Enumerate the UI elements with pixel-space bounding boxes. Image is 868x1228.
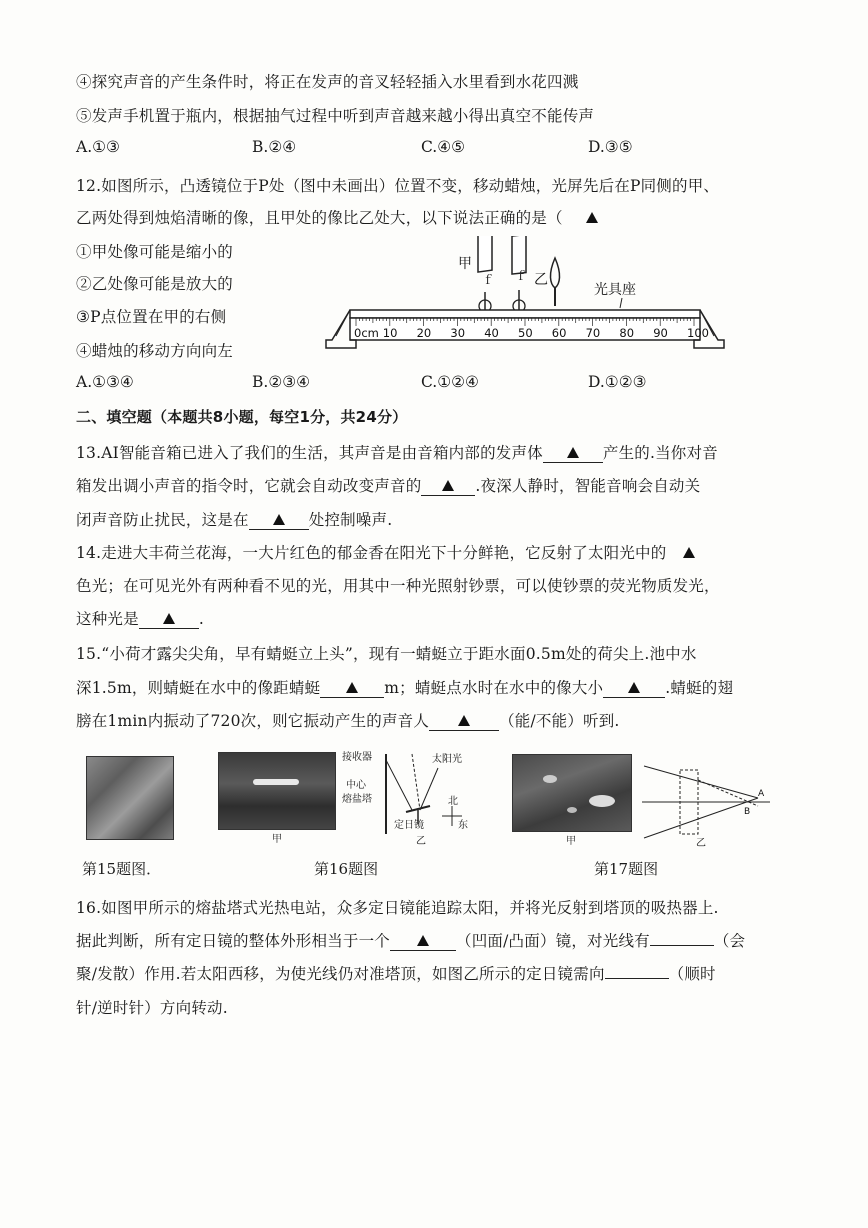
q12-stem-1: 12.如图所示，凸透镜位于P处（图中未画出）位置不变，移动蜡烛，光屏先后在P同侧的甲、 — [76, 177, 720, 195]
svg-text:B: B — [744, 807, 751, 817]
svg-text:北: 北 — [448, 796, 458, 807]
q16-line-4: 针/逆时针）方向转动. — [76, 999, 228, 1017]
q16-line-3 — [76, 962, 716, 984]
answer-triangle-icon — [628, 682, 640, 693]
q13-line-3 — [76, 508, 392, 530]
fig16-heliostat-diagram — [340, 748, 480, 848]
q11-option-c: C.④⑤ — [421, 138, 466, 156]
q13-text-2a: 箱发出调小声音的指令时，它就会自动改变声音的 — [76, 477, 422, 495]
q16-line-1: 16.如图甲所示的熔盐塔式光热电站，众多定日镜能追踪太阳，并将光反射到塔顶的吸热器上. — [76, 899, 719, 917]
q13-line-1 — [76, 441, 718, 463]
q11-option-b: B.②④ — [252, 138, 297, 156]
bench-scale-label: 60 — [551, 326, 567, 340]
svg-text:乙: 乙 — [696, 838, 706, 848]
section-2-title: 二、填空题（本题共8小题，每空1分，共24分） — [76, 408, 408, 426]
q16-text-3a: 聚/发散）作用.若太阳西移，为使光线仍对准塔顶，如图乙所示的定日镜需向 — [76, 965, 605, 983]
q12-option-a: A.①③④ — [76, 373, 134, 391]
q12-item-3: ③P点位置在甲的右侧 — [76, 308, 227, 326]
q12-option-b: B.②③④ — [252, 373, 311, 391]
svg-text:太阳光: 太阳光 — [432, 754, 462, 765]
answer-triangle-icon — [417, 935, 429, 946]
q16-text-2a: 据此判断，所有定日镜的整体外形相当于一个 — [76, 932, 391, 950]
svg-text:乙: 乙 — [416, 836, 426, 847]
label-jia: 甲 — [458, 256, 472, 272]
q16-text-2b: （凹面/凸面）镜，对光线有 — [456, 932, 650, 950]
bench-scale-label: 40 — [484, 326, 499, 340]
bench-scale-label: 90 — [653, 326, 668, 340]
q13-text-1b: 产生的.当你对音 — [602, 444, 718, 462]
q13-text-1a: 13.AI智能音箱已进入了我们的生活，其声音是由音箱内部的发声体 — [76, 444, 543, 462]
q12-stem-2 — [76, 206, 598, 228]
q13-text-2b: .夜深人静时，智能音响会自动关 — [475, 477, 701, 495]
q13-blank-1 — [543, 444, 603, 463]
q12-item-1: ①甲处像可能是缩小的 — [76, 243, 234, 261]
q15-blank-3 — [429, 712, 499, 731]
q12-stem-2-text: 乙两处得到烛焰清晰的像，且甲处的像比乙处大，以下说法正确的是（ — [76, 209, 563, 227]
svg-text:ｆ: ｆ — [515, 269, 528, 283]
q16-line-2 — [76, 929, 745, 951]
q15-blank-1 — [320, 679, 384, 698]
q16-blank-3 — [605, 978, 669, 979]
q14-text-1a: 14.走进大丰荷兰花海，一大片红色的郁金香在阳光下十分鲜艳，它反射了太阳光中的 — [76, 544, 667, 562]
answer-blank-triangle-icon — [586, 212, 598, 223]
svg-text:A: A — [758, 789, 765, 799]
q16-blank-2 — [650, 945, 714, 946]
q14-blank-1 — [666, 544, 712, 562]
q13-blank-2 — [421, 477, 475, 496]
q15-line-3 — [76, 709, 620, 731]
fig17-lens-diagram — [640, 752, 774, 848]
fig17-caption: 第17题图 — [594, 860, 659, 878]
q14-text-3b: . — [198, 610, 204, 628]
q13-text-3b: 处控制噪声. — [308, 511, 393, 529]
q15-text-2a: 深1.5m，则蜻蜓在水中的像距蜻蜓 — [76, 679, 321, 697]
q15-line-2 — [76, 676, 733, 698]
label-yi: 乙 — [534, 272, 548, 288]
q11-item4: ④探究声音的产生条件时，将正在发声的音叉轻轻插入水里看到水花四溅 — [76, 73, 579, 91]
svg-text:中心: 中心 — [346, 780, 366, 791]
answer-triangle-icon — [346, 682, 358, 693]
q11-option-d: D.③⑤ — [588, 138, 633, 156]
bench-scale-label: 80 — [619, 326, 635, 340]
q15-text-3a: 膀在1min内振动了720次，则它振动产生的声音人 — [76, 712, 430, 730]
q15-blank-2 — [603, 679, 665, 698]
fig16-label-jia: 甲 — [272, 834, 282, 845]
bench-scale-label: 100 — [687, 326, 709, 340]
bench-label: 光具座 — [594, 282, 636, 298]
answer-triangle-icon — [442, 480, 454, 491]
fig16-photo-solar-plant — [218, 752, 336, 830]
q16-text-3b: （顺时 — [668, 965, 716, 983]
solar-tower-glare — [253, 779, 299, 785]
svg-text:ｆ: ｆ — [482, 273, 495, 287]
q11-item5: ⑤发声手机置于瓶内，根据抽气过程中听到声音越来越小得出真空不能传声 — [76, 107, 595, 125]
fig16-caption: 第16题图 — [314, 860, 379, 878]
q16-blank-1 — [390, 932, 456, 951]
svg-text:定日镜: 定日镜 — [394, 820, 424, 831]
q13-blank-3 — [249, 511, 309, 530]
q13-text-3a: 闭声音防止扰民，这是在 — [76, 511, 249, 529]
bench-scale-label: 20 — [416, 326, 432, 340]
answer-triangle-icon — [683, 547, 695, 558]
bench-scale-label: 70 — [585, 326, 601, 340]
svg-text:熔盐塔: 熔盐塔 — [342, 794, 372, 805]
candle-flame-icon — [550, 258, 559, 288]
bench-scale-label: 30 — [450, 326, 466, 340]
svg-text:东: 东 — [458, 820, 468, 831]
q12-option-d: D.①②③ — [588, 373, 647, 391]
q14-line-1 — [76, 541, 712, 563]
bench-scale-label: 10 — [382, 326, 398, 340]
bench-scale-label: 0cm — [354, 326, 379, 340]
q12-item-4: ④蜡烛的移动方向向左 — [76, 342, 234, 360]
q14-line-3 — [76, 607, 204, 629]
svg-text:接收器: 接收器 — [342, 752, 372, 763]
fig15-caption: 第15题图． — [82, 860, 162, 878]
q12-option-c: C.①②④ — [421, 373, 479, 391]
q13-line-2 — [76, 474, 700, 496]
answer-triangle-icon — [273, 514, 285, 525]
q15-text-2c: .蜻蜓的翅 — [665, 679, 734, 697]
bench-scale-label: 50 — [518, 326, 533, 340]
fig15-photo-dragonfly — [86, 756, 174, 840]
q15-line-1: 15.“小荷才露尖尖角，早有蜻蜓立上头”，现有一蜻蜓立于距水面0.5m处的荷尖上.池中水 — [76, 645, 697, 663]
q16-text-2c: （会 — [713, 932, 746, 950]
answer-triangle-icon — [458, 715, 470, 726]
q14-line-2: 色光；在可见光外有两种看不见的光，用其中一种光照射钞票，可以使钞票的荧光物质发光， — [76, 577, 720, 595]
optical-bench-figure — [322, 236, 734, 360]
q12-item-2: ②乙处像可能是放大的 — [76, 275, 234, 293]
answer-triangle-icon — [163, 613, 175, 624]
fig17-label-jia: 甲 — [566, 836, 576, 847]
q11-option-a: A.①③ — [76, 138, 120, 156]
screen-jia — [478, 236, 492, 272]
q14-text-3a: 这种光是 — [76, 610, 139, 628]
q15-text-3b: （能/不能）听到. — [499, 712, 620, 730]
q14-blank-2 — [139, 610, 199, 629]
q15-text-2b: m；蜻蜓点水时在水中的像大小 — [384, 679, 604, 697]
fig17-photo-water-drops — [512, 754, 632, 832]
answer-triangle-icon — [567, 447, 579, 458]
